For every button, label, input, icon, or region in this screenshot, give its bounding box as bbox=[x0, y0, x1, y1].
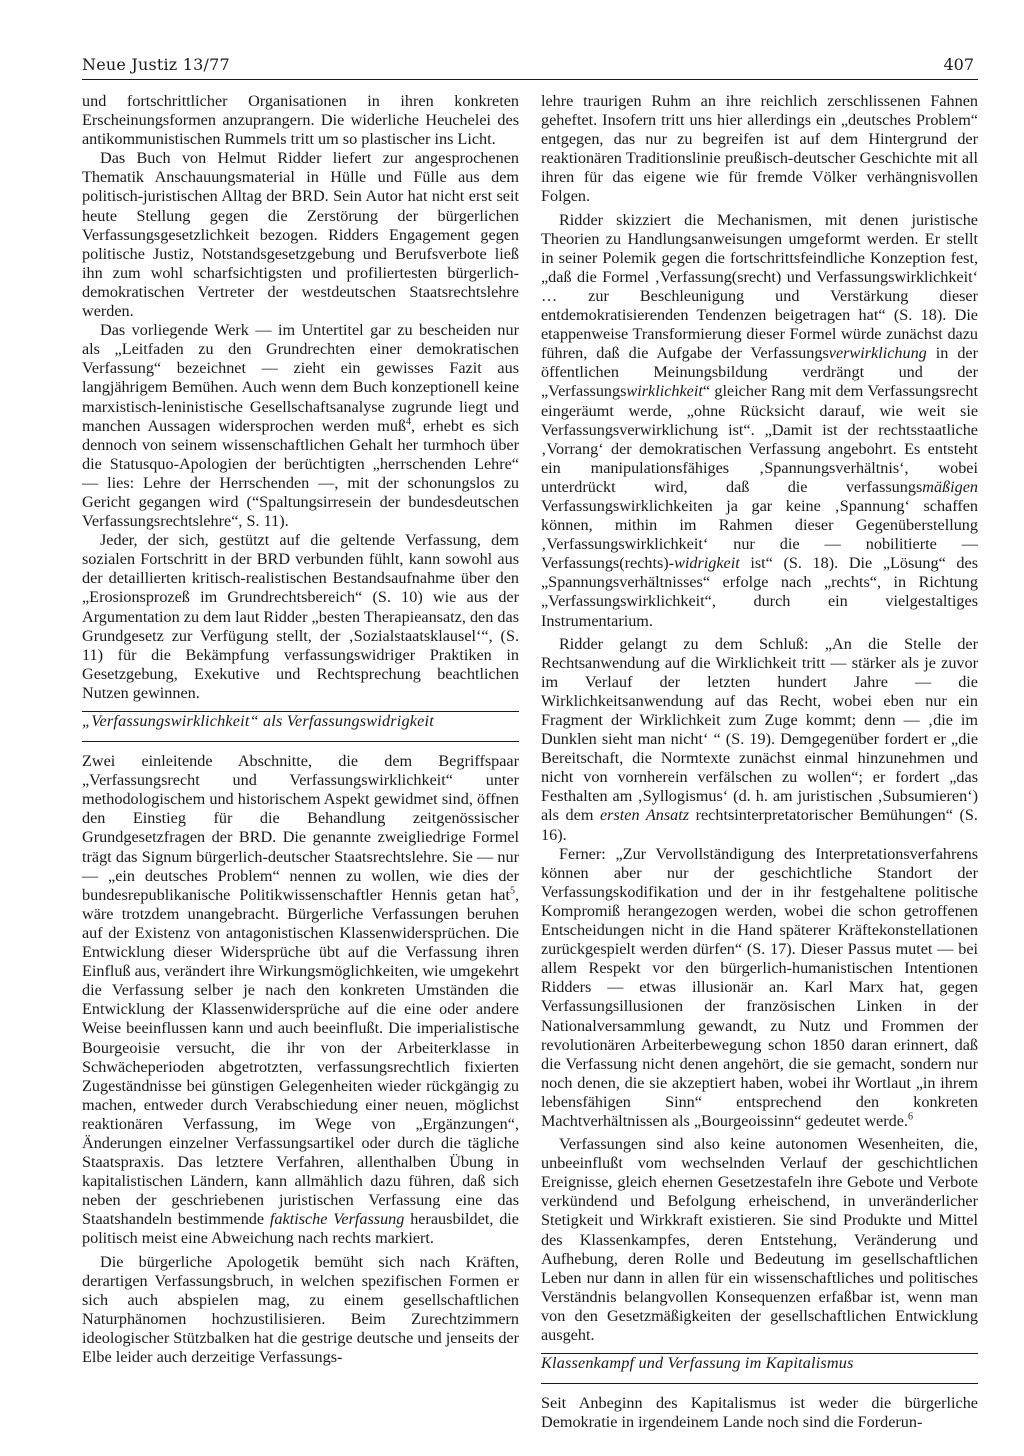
footnote-ref: 4 bbox=[406, 416, 412, 428]
paragraph bbox=[541, 845, 978, 1131]
text-run: , wäre trotzdem unangebracht. Bürgerliche Verfassungen beruhen auf der Existenz von antagonistischen Klassenwidersprüchen. Die Entwicklung dieser Widersprüche übt auf die Verfassung ihren Einfluß aus, verändert ihre Wirkungsmöglichkeiten, wie umgekehrt die Verfassung selber je nach den konkreten Umständen die Entwicklung der Klassenwidersprüche auf die eine oder andere Weise beeinflussen kann und auch beeinflußt. Die imperialistische Bourgeoisie versucht, die ihr von der Arbeiterklasse in Schwächeperioden abgetrotzten, verfassungsrechtlich fixierten Zugeständnisse bei günstigen Gelegenheiten wieder rückgängig zu machen, entweder durch Verabschiedung einer neuen, möglichst reaktionären Verfassung, im Wege von „Ergänzungen“, Änderungen einzelner Verfassungsartikel oder durch die tägliche Staatspraxis. Das letztere Verfahren, allenthalben Übung in kapitalistischen Ländern, kann allmählich dazu führen, daß sich neben der geschriebenen juristischen Verfassung eine das Staatshandeln bestimmende bbox=[82, 885, 519, 1229]
text-run: Ridder skizziert die Mechanismen, mit denen juristische Theorien zu Handlungsanweisungen umgeformt werden. Er stellt in seiner Polemik gegen die fortschrittsfeindliche Konzeption fest, „daß die Formel ‚Verfassung(srecht) und Verfassungswirklichkeit‘ … zur Beschleunigung und Verstärkung dieser entdemokratisierenden Tendenzen beigetragen hat“ (S. 18). Die etappenweise Transformierung dieser Formel würde zunächst dazu führen, daß die Aufgabe der Verfassungs bbox=[541, 210, 978, 363]
text-run: Ridder gelangt zu dem Schluß: „An die Stelle der Rechtsanwendung auf die Wirklichkeit tritt — stärker als je zuvor im Verlauf der letzten hundert Jahre — die Wirklichkeitsanwendung auf das Recht, wobei eben nur ein Fragment der Wirklichkeit zum Zuge kommt; denn — ‚die im Dunklen sieht man nicht‘ “ (S. 19). Demgegenüber fordert er „die Bereitschaft, die Normtexte zunächst einmal hinzunehmen und nicht von vornherein verfälschen zu wollen“; er fordert „das Festhalten am ‚Syllogismus‘ (d. h. am juristischen ‚Subsumieren‘) als dem bbox=[541, 634, 978, 825]
text-run: Das vorliegende Werk — im Untertitel gar zu bescheiden nur als „Leitfaden zu den Grundrechten einer demokratischen Verfassung“ bezeichnet — zieht ein gewisses Fazit aus langjährigem Bemühen. Auch wenn dem Buch konzeptionell keine marxistisch-leninistische Gesellschaftsanalyse zugrunde liegt und manchen Aussagen widersprochen werden muß bbox=[82, 321, 519, 435]
text-run: herausbildet, die politisch meist eine Abweichung nach rechts markiert. bbox=[82, 1210, 519, 1248]
text-run: rechtsinterpretatorischer Bemühungen“ (S. 16). bbox=[541, 806, 978, 844]
journal-title: Neue Justiz 13/77 bbox=[82, 55, 230, 74]
section-heading: Klassenkampf und Verfassung im Kapitalismus bbox=[541, 1354, 854, 1373]
text-run: Ferner: „Zur Vervollständigung des Interpretationsverfahrens können aber nur der geschichtliche Standort der Verfassungskodifikation und der in ihr festgehaltene politische Kompromiß herangezogen werden, wobei die schon getroffenen Entscheidungen nicht in die Hand späterer Kräftekonstellationen zurückgespielt werden dürfen“ (S. 17). Dieser Passus mutet — bei allem Respekt vor den bürgerlich-humanistischen Intentionen Ridders — etwas illusionär an. Karl Marx hat, gegen Verfassungsillusionen der französischen Linken in der Nationalversammlung gewandt, zu Nutz und Frommen der revolutionären Arbeiterbewegung schon 1850 daran erinnert, daß die Verfassung nicht denen angehört, die sie gemacht, sondern nur noch denen, die sie akzeptiert haben, wobei ihr Wortlaut „in ihrem lebensfähigen Sinn“ entsprechend den konkreten Machtverhältnissen als „Bourgeoissinn“ gedeutet werde. bbox=[541, 844, 978, 1130]
left-column bbox=[82, 92, 519, 1367]
text-run: Verfassungswirklichkeiten ja gar keine ‚Spannung‘ schaffen können, mithin im Rahmen dieser Gegenüberstellung ‚Verfassungswirklichkeit‘ nur die — nobilitierte — Verfassungs(rechts)- bbox=[541, 496, 978, 573]
paragraph bbox=[82, 752, 519, 1248]
section-heading: „Verfassungswirklichkeit“ als Verfassungswidrigkeit bbox=[82, 712, 434, 730]
footnote-ref: 5 bbox=[509, 885, 515, 897]
paragraph: Seit Anbeginn des Kapitalismus ist weder die bürgerliche Demokratie in irgendeinem Lande noch sind die Forderun- bbox=[541, 1394, 978, 1432]
paragraph bbox=[541, 211, 978, 631]
paragraph: Verfassungen sind also keine autonomen Wesenheiten, die, unbeeinflußt vom wechselnden Verlauf der geschichtlichen Ereignisse, gleich ehernen Gesetzestafeln ihre Gebote und Verbote verkündend und Befolgung erheischend, in unveränderlicher Stetigkeit und Wirkkraft existieren. Sie sind Produkte und Mittel des Klassenkampfes, deren Entstehung, Veränderung und Aufhebung, deren Rolle und Bedeutung im gesellschaftlichen Leben nur dann in allen für ein wissenschaftliches und politisches Verständnis belangvollen Konsequenzen erfaßbar ist, wenn man von den Gesetzmäßigkeiten der gesellschaftlichen Entwicklung ausgeht. bbox=[541, 1135, 978, 1344]
section-rule bbox=[82, 741, 519, 742]
italic-text: wirklichkeit bbox=[626, 382, 703, 401]
text-run: in der öffentlichen Meinungsbildung verdrängt und der „Verfassungs bbox=[541, 344, 978, 401]
italic-text: faktische Verfassung bbox=[269, 1210, 405, 1229]
paragraph bbox=[541, 635, 978, 845]
paragraph: Das Buch von Helmut Ridder liefert zur angesprochenen Thematik Anschauungsmaterial in Hülle und Fülle aus dem politisch-juristischen Alltag der BRD. Sein Autor hat nicht erst seit heute Stellung gegen die Zerstörung der bürgerlichen Verfassungsgesetzlichkeit bezogen. Ridders Engagement gegen politische Justiz, Notstandsgesetzgebung und Berufsverbote ließ ihn zum wohl scharfsichtigsten und profiliertesten bürgerlich-demokratischen Vertreter der westdeutschen Staatsrechtslehre werden. bbox=[82, 149, 519, 321]
paragraph: Jeder, der sich, gestützt auf die geltende Verfassung, dem sozialen Fortschritt in der BRD verbunden fühlt, kann sowohl aus der detaillierten kritisch-realistischen Bestandsaufnahme über den „Erosionsprozeß im Grundrechtsbereich“ (S. 10) wie aus der Argumentation zu dem laut Ridder „besten Therapieansatz, den das Grundgesetz zur Verfügung stellt, der ‚Sozialstaatsklausel‘“, (S. 11) für die Bekämpfung verfassungswidriger Praktiken in Gesetzgebung, Exekutive und Rechtsprechung beachtlichen Nutzen gewinnen. bbox=[82, 531, 519, 702]
section-rule bbox=[541, 1383, 978, 1384]
paragraph: lehre traurigen Ruhm an ihre reichlich zerschlissenen Fahnen geheftet. Insofern tritt uns hier allerdings ein „deutsches Problem“ entgegen, das nur zu begreifen ist auf dem Hintergrund der reaktionären Traditionslinie preußisch-deutscher Geschichte mit all ihren für das eigene wie für fremde Völker verhängnisvollen Folgen. bbox=[541, 92, 978, 206]
text-run: , erhebt es sich dennoch von seinem wissenschaftlichen Gehalt her turmhoch über die Statusquo-Apologien der berüchtigten „herrschenden Lehre“ — lies: Lehre der Herrschenden —, mit der schonungslos zu Gericht gegangen wird (“Spaltungsirresein der bundesdeutschen Verfassungsrechtslehre“, S. 11). bbox=[82, 416, 519, 531]
right-column bbox=[541, 92, 978, 1432]
italic-text: verwirklichung bbox=[828, 344, 927, 363]
paragraph: Die bürgerliche Apologetik bemüht sich nach Kräften, derartigen Verfassungsbruch, in welchen spezifischen Formen er sich auch abspielen mag, zu einem gesellschaftlichen Naturphänomen hochzustilisieren. Beim Zurechtzimmern ideologischer Stützbalken hat die gestrige deutsche und jenseits der Elbe leider auch derzeitige Verfassungs- bbox=[82, 1252, 519, 1366]
header-rule bbox=[82, 79, 978, 80]
text-run: ist“ (S. 18). Die „Lösung“ des „Spannungsverhältnisses“ erfolge nach „rechts“, in Richtung „Verfassungswirklichkeit“, durch ein vielgestaltiges Instrumentarium. bbox=[541, 554, 978, 630]
italic-text: widrigkeit bbox=[674, 554, 740, 573]
page-number: 407 bbox=[943, 55, 974, 74]
footnote-ref: 6 bbox=[907, 1111, 913, 1123]
text-run: “ gleicher Rang mit dem Verfassungsrecht eingeräumt werde, „ohne Rücksicht darauf, wie weit sie Verfassungsverwirklichung ist“. „Damit ist der rechtsstaatliche ‚Vorrang‘ der demokratischen Verfassung angebohrt. Es entsteht ein manipulationsfähiges ‚Spannungsverhältnis‘, wobei unterdrückt wird, daß die verfassungs bbox=[541, 382, 978, 496]
italic-text: ersten Ansatz bbox=[600, 806, 690, 825]
paragraph: und fortschrittlicher Organisationen in ihren konkreten Erscheinungsformen anzuprangern. Die widerliche Heuchelei des antikommunistischen Rummels tritt um so plastischer ins Licht. bbox=[82, 92, 519, 149]
paragraph bbox=[82, 321, 519, 531]
italic-text: mäßigen bbox=[922, 477, 978, 496]
text-run: Zwei einleitende Abschnitte, die dem Begriffspaar „Verfassungsrecht und Verfassungswirklichkeit“ unter methodologischem und historischem Aspekt gewidmet sind, öffnen den Einstieg für die Behandlung zeitgenössischer Grundgesetzfragen der BRD. Die genannte zweigliedrige Formel trägt das Signum bürgerlich-deutscher Staatsrechtslehre. Sie — nur — „ein deutsches Problem“ nennen zu wollen, wie dies der bundesrepublikanische Politikwissenschaftler Hennis getan hat bbox=[82, 752, 519, 904]
